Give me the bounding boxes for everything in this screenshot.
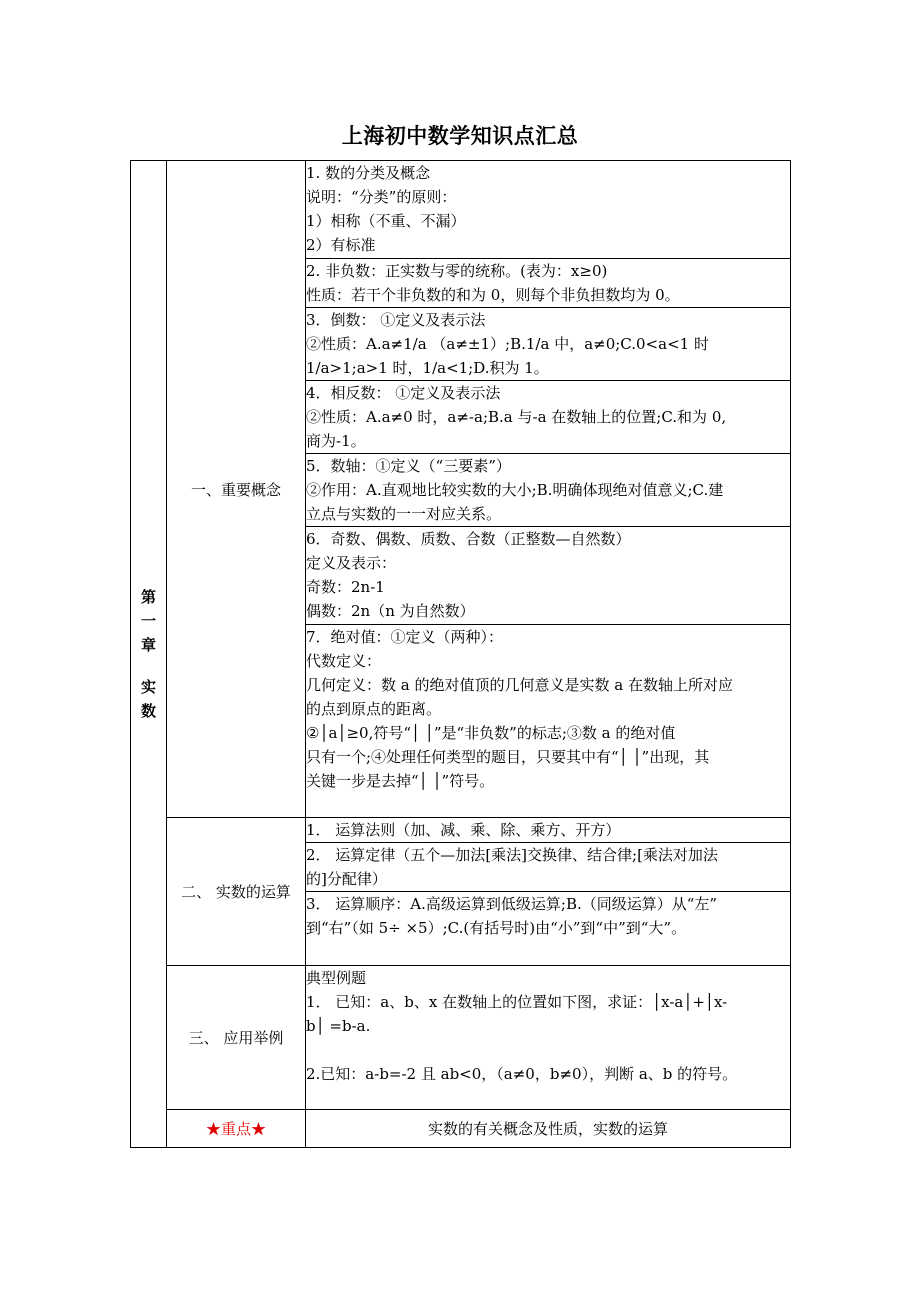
text-line: 代数定义： bbox=[306, 652, 382, 670]
concept-block bbox=[306, 259, 791, 308]
text-line: 3．倒数： ①定义及表示法 bbox=[306, 311, 486, 329]
keypoint-text: 实数的有关概念及性质，实数的运算 bbox=[306, 1110, 791, 1148]
text-line: ②性质：A.a≠0 时，a≠-a;B.a 与-a 在数轴上的位置;C.和为 0, bbox=[306, 408, 727, 426]
text-line: 立点与实数的一一对应关系。 bbox=[306, 505, 502, 523]
text-line: ②性质：A.a≠1/a （a≠±1）;B.1/a 中，a≠0;C.0<a<1 时 bbox=[306, 335, 709, 353]
text-line: 4．相反数： ①定义及表示法 bbox=[306, 384, 501, 402]
concept-block bbox=[306, 625, 791, 818]
concept-block bbox=[306, 454, 791, 527]
section-label: 二、 实数的运算 bbox=[181, 883, 291, 901]
text-line: 1/a>1;a>1 时，1/a<1;D.积为 1。 bbox=[306, 359, 549, 377]
chapter-cell bbox=[131, 161, 167, 1148]
text-line: 2.已知：a-b=-2 且 ab<0，（a≠0，b≠0），判断 a、b 的符号。 bbox=[306, 1065, 738, 1083]
chapter-char: 一 bbox=[140, 612, 156, 630]
chapter-char: 数 bbox=[140, 702, 156, 720]
operation-block bbox=[306, 892, 791, 966]
section-application-examples bbox=[167, 966, 306, 1110]
text-line: ②作用：A.直观地比较实数的大小;B.明确体现绝对值意义;C.建 bbox=[306, 481, 724, 499]
concept-block bbox=[306, 381, 791, 454]
text-line: 到“右”（如 5÷ ×5）;C.(有括号时)由“小”到“中”到“大”。 bbox=[306, 919, 687, 937]
text-line: 1. 数的分类及概念 bbox=[306, 164, 431, 182]
chapter-char: 实 bbox=[140, 678, 156, 696]
text-line: 1）相称（不重、不漏） bbox=[306, 212, 466, 230]
text-line: ②│a│≥0,符号“│ │”是“非负数”的标志;③数 a 的绝对值 bbox=[306, 724, 676, 742]
chapter-char: 第 bbox=[140, 588, 156, 606]
concept-block bbox=[306, 527, 791, 625]
concept-block bbox=[306, 161, 791, 259]
text-line: 性质：若干个非负数的和为 0，则每个非负担数均为 0。 bbox=[306, 286, 680, 304]
text-line: 关键一步是去掉“│ │”符号。 bbox=[306, 772, 495, 790]
concept-block bbox=[306, 308, 791, 381]
text-line bbox=[306, 1038, 790, 1062]
section-real-number-operations bbox=[167, 818, 306, 966]
text-line: 典型例题 bbox=[306, 969, 367, 987]
chapter-char: 章 bbox=[140, 636, 156, 654]
operation-block bbox=[306, 843, 791, 892]
text-line: 定义及表示： bbox=[306, 554, 397, 572]
keypoint-label: ★重点★ bbox=[167, 1110, 306, 1148]
section-label: 三、 应用举例 bbox=[188, 1029, 284, 1047]
text-line: 只有一个;④处理任何类型的题目，只要其中有“│ │”出现，其 bbox=[306, 748, 710, 766]
text-line: 偶数：2n（n 为自然数） bbox=[306, 602, 475, 620]
text-line: 1． 已知：a、b、x 在数轴上的位置如下图，求证：│x-a│+│x- bbox=[306, 993, 728, 1011]
chapter-label bbox=[131, 585, 166, 723]
text-line: 7．绝对值：①定义（两种）： bbox=[306, 628, 504, 646]
text-line: 的点到原点的距离。 bbox=[306, 700, 442, 718]
knowledge-table bbox=[130, 160, 791, 1148]
text-line: 2）有标准 bbox=[306, 236, 376, 254]
text-line: b│ =b-a. bbox=[306, 1017, 371, 1035]
text-line: 说明：“分类”的原则： bbox=[306, 188, 457, 206]
operation-block bbox=[306, 818, 791, 843]
section-important-concepts bbox=[167, 161, 306, 818]
text-line: 6．奇数、偶数、质数、合数（正整数—自然数） bbox=[306, 530, 631, 548]
text-line: 几何定义：数 a 的绝对值顶的几何意义是实数 a 在数轴上所对应 bbox=[306, 676, 733, 694]
text-line: 2. 非负数：正实数与零的统称。(表为：x≥0) bbox=[306, 262, 608, 280]
page-title: 上海初中数学知识点汇总 bbox=[341, 123, 579, 148]
examples-block bbox=[306, 966, 791, 1110]
text-line: 商为-1。 bbox=[306, 432, 366, 450]
text-line: 1． 运算法则（加、减、乘、除、乘方、开方） bbox=[306, 821, 621, 839]
text-line: 5．数轴：①定义（“三要素”） bbox=[306, 457, 511, 475]
text-line: 2． 运算定律（五个—加法[乘法]交换律、结合律;[乘法对加法 bbox=[306, 846, 718, 864]
text-line: 3． 运算顺序：A.高级运算到低级运算;B.（同级运算）从“左” bbox=[306, 895, 718, 913]
section-label: 一、重要概念 bbox=[190, 480, 281, 499]
text-line: 奇数：2n-1 bbox=[306, 578, 385, 596]
text-line: 的]分配律） bbox=[306, 870, 387, 888]
